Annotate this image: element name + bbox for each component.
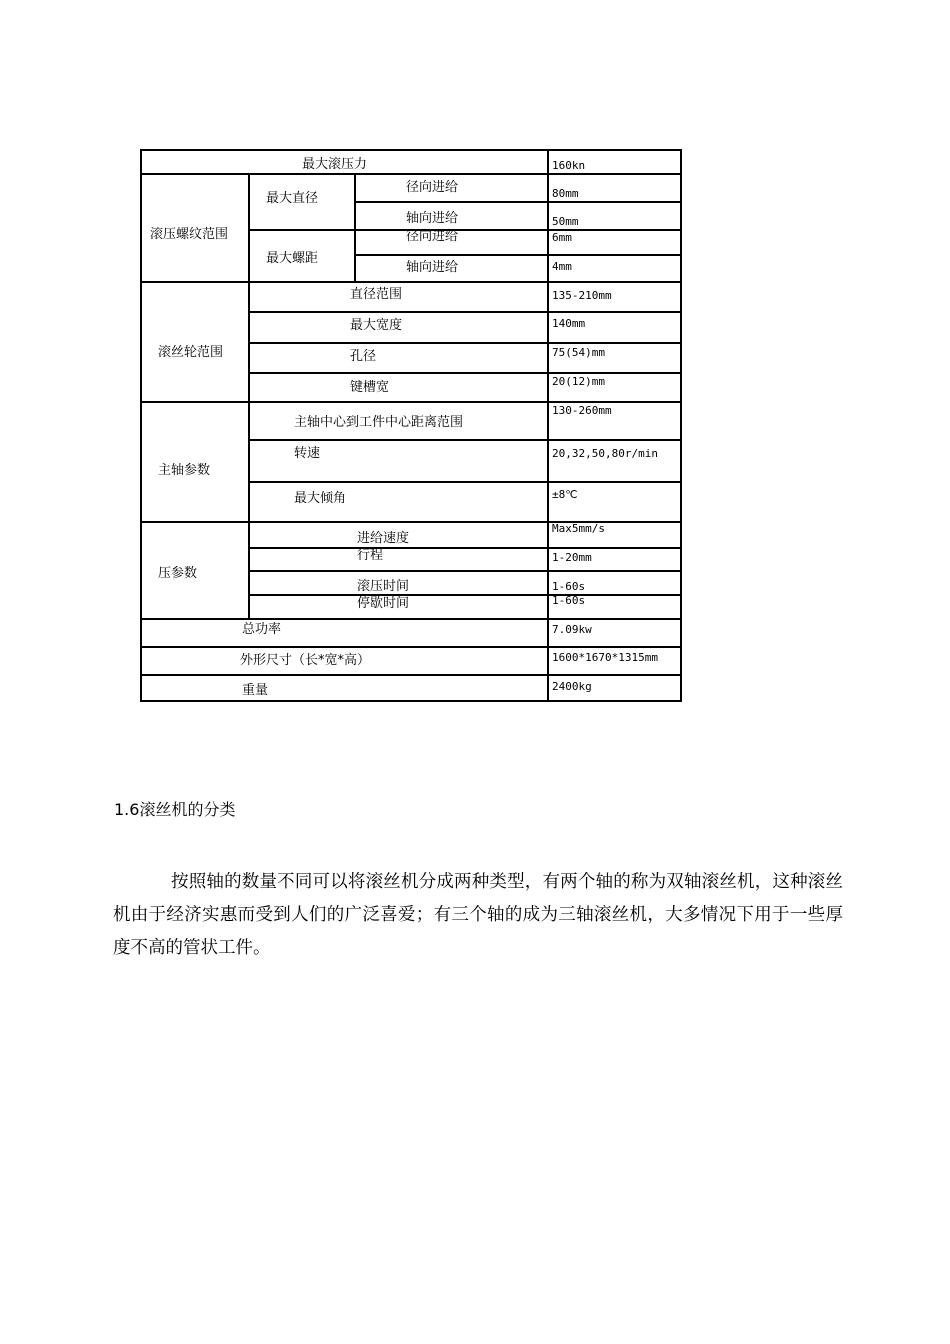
value-wheel-diameter: 135-210mm — [552, 289, 612, 302]
section-heading: 1.6滚丝机的分类 — [114, 800, 236, 819]
value-stroke: 1-20mm — [552, 551, 592, 564]
value-total-power: 7.09kw — [552, 623, 592, 636]
label-rolling-time: 滚压时间 — [357, 579, 410, 594]
label-feed-speed: 进给速度 — [357, 531, 410, 546]
label-dwell-time: 停歇时间 — [357, 596, 410, 611]
value-max-rolling-force: 160kn — [552, 159, 586, 172]
label-stroke: 行程 — [357, 548, 384, 563]
table-row-line — [248, 570, 681, 572]
label-spindle-distance: 主轴中心到工件中心距离范围 — [294, 415, 464, 430]
table-row-line — [248, 481, 681, 483]
value-spindle-distance: 130-260mm — [552, 404, 612, 417]
label-wheel-range: 滚丝轮范围 — [158, 345, 224, 360]
table-row-line — [248, 594, 681, 596]
label-wheel-bore: 孔径 — [350, 349, 377, 364]
value-pitch-axial: 4mm — [552, 260, 572, 273]
table-row-line — [248, 547, 681, 549]
body-paragraph: 按照轴的数量不同可以将滚丝机分成两种类型，有两个轴的称为双轴滚丝机，这种滚丝机由于经济实惠而受到人们的广泛喜爱；有三个轴的成为三轴滚丝机，大多情况下用于一些厚度不高的管状工件。 — [113, 871, 843, 958]
label-diameter-radial: 径向进给 — [406, 180, 459, 195]
value-rolling-time: 1-60s — [552, 580, 586, 593]
table-row-line — [140, 646, 681, 648]
table-row-line — [248, 229, 681, 231]
value-wheel-keyway: 20(12)mm — [552, 375, 605, 388]
label-pressure: 压参数 — [158, 566, 198, 581]
label-pitch-axial: 轴向进给 — [406, 260, 459, 275]
table-row-line — [248, 372, 681, 374]
label-spindle: 主轴参数 — [158, 463, 211, 478]
table-row-line — [248, 439, 681, 441]
table-row-line — [140, 173, 681, 175]
label-total-power: 总功率 — [242, 622, 282, 637]
value-feed-speed: Max5mm/s — [552, 522, 605, 535]
value-spindle-speed: 20,32,50,80r/min — [552, 447, 658, 460]
table-row-line — [354, 201, 681, 203]
table-row-line — [140, 674, 681, 676]
label-weight: 重量 — [242, 683, 269, 698]
spec-table — [140, 149, 681, 702]
label-max-rolling-force: 最大滚压力 — [302, 157, 368, 172]
label-wheel-diameter: 直径范围 — [350, 287, 403, 302]
label-thread-range: 滚压螺纹范围 — [150, 227, 229, 242]
table-divider-group — [248, 173, 250, 618]
label-pitch-radial: 径向进给 — [406, 229, 459, 244]
table-row-line — [140, 618, 681, 620]
table-row-line — [248, 311, 681, 313]
label-spindle-speed: 转速 — [294, 446, 321, 461]
label-diameter-axial: 轴向进给 — [406, 211, 459, 226]
table-border-top — [140, 149, 681, 151]
table-divider-sub — [354, 173, 356, 281]
value-spindle-tilt: ±8℃ — [552, 488, 578, 501]
label-dimensions: 外形尺寸（长*宽*高） — [240, 653, 371, 668]
label-wheel-keyway: 键槽宽 — [350, 380, 390, 395]
label-max-pitch: 最大螺距 — [266, 251, 319, 266]
value-dwell-time: 1-60s — [552, 594, 586, 607]
label-max-diameter: 最大直径 — [266, 191, 319, 206]
value-dimensions: 1600*1670*1315mm — [552, 651, 658, 664]
value-diameter-axial: 50mm — [552, 215, 579, 228]
value-wheel-width: 140mm — [552, 317, 586, 330]
label-wheel-width: 最大宽度 — [350, 318, 403, 333]
value-pitch-radial: 6mm — [552, 231, 572, 244]
table-row-line — [354, 254, 681, 256]
table-border-bottom — [140, 700, 681, 702]
table-row-line — [140, 401, 681, 403]
value-wheel-bore: 75(54)mm — [552, 346, 605, 359]
value-weight: 2400kg — [552, 680, 592, 693]
label-spindle-tilt: 最大倾角 — [294, 491, 347, 506]
table-row-line — [248, 342, 681, 344]
value-diameter-radial: 80mm — [552, 187, 579, 200]
table-row-line — [140, 281, 681, 283]
